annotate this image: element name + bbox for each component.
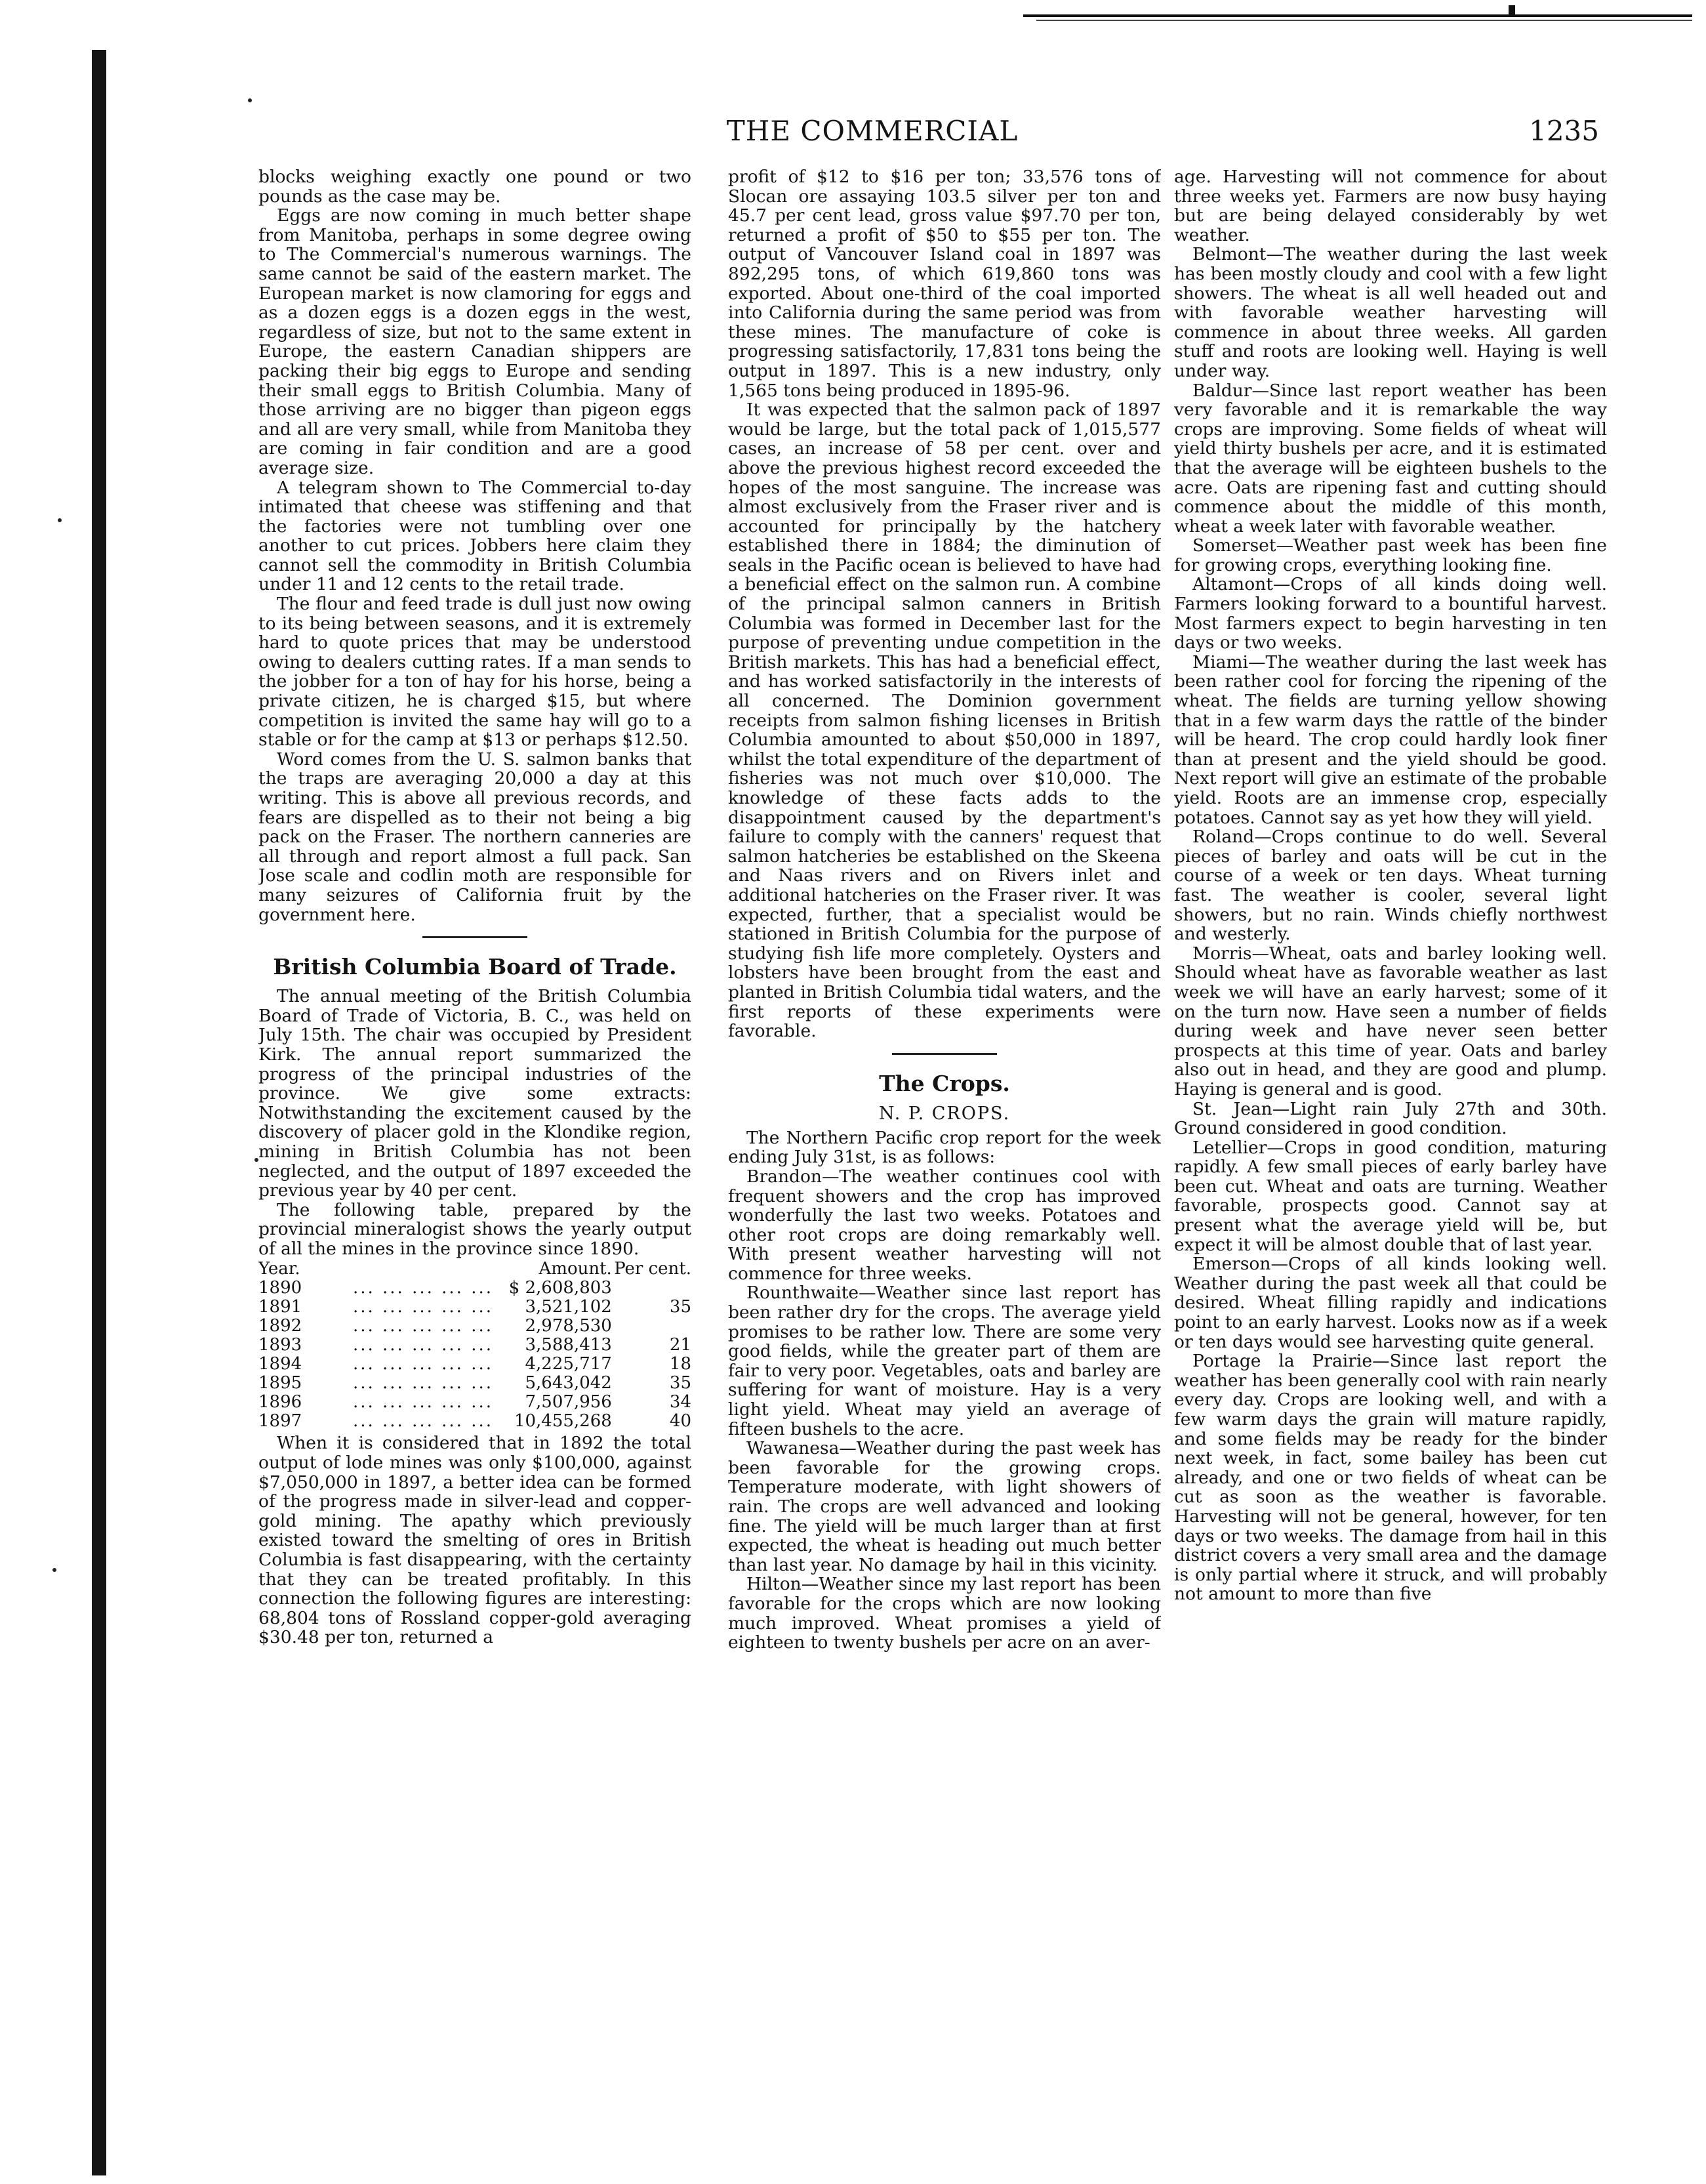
cell-year: 1896 xyxy=(258,1392,302,1412)
speck-mark xyxy=(248,98,252,102)
paragraph-lode-mines: When it is considered that in 1892 the total output of lode mines was only $100,000, against $7,050,000 in 1897, a better idea can be formed of the progress made in silver-lead and copper-gold mining. The apathy which previously existed toward the smelting of ores in British Columbia is fast disappearing, with the certainty that they can be treated profitably. In this connection the following figures are interesting: 68,804 tons of Rossland copper-gold averaging $30.48 per ton, returned a xyxy=(258,1433,691,1648)
cell-amount: 2,978,530 xyxy=(525,1316,612,1336)
paragraph-altamont: Altamont—Crops of all kinds doing well. Farmers looking forward to a bountiful harvest. Most farmers expect to begin harvesting in ten days or two weeks. xyxy=(1174,574,1607,653)
cell-year: 1895 xyxy=(258,1373,302,1393)
cell-amount: 3,521,102 xyxy=(525,1297,612,1317)
cell-percent: 35 xyxy=(669,1297,691,1317)
table-row xyxy=(258,1279,691,1298)
cell-percent: 40 xyxy=(669,1411,691,1432)
paragraph-st-jean: St. Jean—Light rain July 27th and 30th. Ground considered in good condition. xyxy=(1174,1098,1607,1139)
top-corner-mark xyxy=(1509,5,1515,16)
top-border-rule-thin xyxy=(1036,20,1692,21)
cell-percent: 21 xyxy=(669,1335,691,1355)
page-number: 1235 xyxy=(1529,115,1599,147)
cell-year: 1890 xyxy=(258,1278,302,1298)
table-row xyxy=(258,1317,691,1336)
paragraph-annual-meeting: The annual meeting of the British Columbia Board of Trade of Victoria, B. C., was held on July 15th. The chair was occupied by President Kirk. The annual report summarized the progress of the principal industries of the province. We give some extracts: Notwithstanding the excitement caused by the discovery of placer gold in the Klondike region, mining in British Columbia has not been neglected, and the output of 1897 exceeded the previous year by 40 per cent. xyxy=(258,986,691,1201)
cell-year: 1892 xyxy=(258,1316,302,1336)
article-heading-crops: The Crops. xyxy=(879,1070,1010,1096)
subheading-np-crops: N. P. CROPS. xyxy=(878,1103,1011,1124)
table-row xyxy=(258,1412,691,1431)
paragraph-eggs: Eggs are now coming in much better shape from Manitoba, perhaps in some degree owing to The Commercial's numerous warnings. The same cannot be said of the eastern market. The European market is now clamoring for eggs and as a dozen eggs is a dozen eggs in the west, regardless of size, but not to the same extent in Europe, the eastern Canadian shippers are packing their big eggs to Europe and sending their small eggs to British Columbia. Many of those arriving are no bigger than pigeon eggs and all are very small, while from Manitoba they are coming in fair condition and are a good average size. xyxy=(258,205,691,478)
paragraph-miami: Miami—The weather during the last week has been rather cool for forcing the ripening of the wheat. The fields are turning yellow showing that in a few warm days the rattle of the binder will be heard. The crop could hardly look finer than at present and the yield should be good. Next report will give an estimate of the probable yield. Roots are an immense crop, especially potatoes. Cannot say as yet how they will yield. xyxy=(1174,651,1607,828)
cell-amount: 3,588,413 xyxy=(525,1335,612,1355)
paragraph-blocks: blocks weighing exactly one pound or two pounds as the case may be. xyxy=(258,167,691,207)
column-header-spacer xyxy=(353,1260,497,1279)
column-header-amount: Amount. xyxy=(538,1259,612,1279)
table-row xyxy=(258,1298,691,1317)
column-3 xyxy=(1174,167,1607,2168)
paragraph-brandon: Brandon—The weather continues cool with frequent showers and the crop has improved wonderfully the last two weeks. Potatoes and other root crops are doing remarkably well. With present weather harvesting will not commence for three weeks. xyxy=(728,1166,1161,1284)
cell-year: 1891 xyxy=(258,1297,302,1317)
cell-leader-dots: ... ... ... ... ... xyxy=(352,1354,493,1374)
paragraph-somerset: Somerset—Weather past week has been fine for growing crops, everything looking fine. xyxy=(1174,535,1607,575)
column-header-percent: Per cent. xyxy=(614,1259,691,1279)
paragraph-profit-coal: profit of $12 to $16 per ton; 33,576 tons of Slocan ore assaying 103.5 silver per ton and 45.7 per cent lead, gross value $97.70 per ton, returned a profit of $50 to $55 per ton. The output of Vancouver Island coal in 1897 was 892,295 tons, of which 619,860 tons was exported. About one-third of the coal imported into California during the same period was from these mines. The manufacture of coke is progressing satisfactorily, 17,831 tons being the output in 1897. This is a new industry, only 1,565 tons being produced in 1895-96. xyxy=(728,167,1161,401)
cell-leader-dots: ... ... ... ... ... xyxy=(352,1392,493,1412)
paragraph-emerson: Emerson—Crops of all kinds looking well. Weather during the past week all that could be desired. Wheat filling rapidly and indications point to an early harvest. Looks now as if a week or ten days would see harvesting quite general. xyxy=(1174,1254,1607,1352)
cell-amount: 10,455,268 xyxy=(514,1411,612,1432)
paragraph-salmon-banks: Word comes from the U. S. salmon banks that the traps are averaging 20,000 a day at this writing. This is above all previous records, and fears are dispelled as to their not being a big pack on the Fraser. The northern canneries are all through and report almost a full pack. San Jose scale and codlin moth are responsible for many seizures of California fruit by the government here. xyxy=(258,749,691,925)
paragraph-hilton: Hilton—Weather since my last report has been favorable for the crops which are now looking much improved. Wheat promises a yield of eighteen to twenty bushels per acre on an aver- xyxy=(728,1574,1161,1653)
cell-percent: 18 xyxy=(669,1354,691,1374)
cell-year: 1894 xyxy=(258,1354,302,1374)
mine-output-table xyxy=(258,1260,691,1431)
paragraph-rounthwaite: Rounthwaite—Weather since last report has been rather dry for the crops. The average yield promises to be rather low. There are some very good fields, while the greater part of them are fair to very poor. Vegetables, oats and barley are suffering for want of moisture. Hay is a very light yield. Wheat may yield an average of fifteen bushels to the acre. xyxy=(728,1283,1161,1439)
paragraph-morris: Morris—Wheat, oats and barley looking well. Should wheat have as favorable weather as last week we will have an early harvest; some of it on the turn now. Have seen a number of fields during week and have never seen better prospects at this time of year. Oats and barley also out in head, and they are good and plump. Haying is general and is good. xyxy=(1174,943,1607,1100)
article-heading-board-of-trade: British Columbia Board of Trade. xyxy=(273,954,677,980)
paragraph-report-intro: The Northern Pacific crop report for the week ending July 31st, is as follows: xyxy=(728,1127,1161,1168)
speck-mark xyxy=(58,518,62,522)
paragraph-letellier: Letellier—Crops in good condition, maturing rapidly. A few small pieces of early barley have been cut. Wheat and oats are turning. Weather favorable, prospects good. Cannot say at present what the average yield will be, but expect it will be almost double that of last year. xyxy=(1174,1137,1607,1255)
cell-leader-dots: ... ... ... ... ... xyxy=(352,1335,493,1355)
cell-amount: 7,507,956 xyxy=(525,1392,612,1412)
paragraph-salmon-pack: It was expected that the salmon pack of 1897 would be large, but the total pack of 1,015,577 cases, an increase of 58 per cent. over and above the previous highest record exceeded the hopes of the most sanguine. The increase was almost exclusively from the Fraser river and is accounted for principally by the hatchery established there in 1884; the diminution of seals in the Pacific ocean is believed to have had a beneficial effect on the salmon run. A combine of the principal salmon canners in British Columbia was formed in December last for the purpose of preventing undue competition in the British markets. This has had a beneficial effect, and has worked satisfactorily in the interests of all concerned. The Dominion government receipts from salmon fishing licenses in British Columbia amounted to about $50,000 in 1897, whilst the total expenditure of the department of fisheries was not much over $10,000. The knowledge of these facts adds to the disappointment caused by the department's failure to comply with the canners' request that salmon hatcheries be established on the Skeena and Naas rivers and on Rivers inlet and additional hatcheries on the Fraser river. It was expected, further, that a specialist would be stationed in British Columbia for the purpose of studying fish life more completely. Oysters and lobsters have been brought from the east and planted in British Columbia tidal waters, and the first reports of these experiments were favorable. xyxy=(728,400,1161,1042)
speck-mark xyxy=(52,1568,56,1572)
paragraph-roland: Roland—Crops continue to do well. Several pieces of barley and oats will be cut in the course of a week or ten days. Wheat turning fast. The weather is cooler, several light showers, but no rain. Winds chiefly northwest and westerly. xyxy=(1174,827,1607,945)
binding-edge-bar xyxy=(92,50,106,2175)
cell-amount: $ 2,608,803 xyxy=(508,1278,612,1298)
paragraph-belmont: Belmont—The weather during the last week has been mostly cloudy and cool with a few light showers. The wheat is all well headed out and with favorable weather harvesting will commence in about three weeks. All garden stuff and roots are looking well. Haying is well under way. xyxy=(1174,244,1607,381)
table-row xyxy=(258,1355,691,1374)
paragraph-flour-feed: The flour and feed trade is dull just now owing to its being between seasons, and it is extremely hard to quote prices that may be understood owing to dealers cutting rates. If a man sends to the jobber for a ton of hay for his horse, being a private citizen, he is charged $15, but where competition is invited the same hay will go to a stable or for the camp at $13 or perhaps $12.50. xyxy=(258,594,691,751)
cell-leader-dots: ... ... ... ... ... xyxy=(352,1278,493,1298)
cell-year: 1893 xyxy=(258,1335,302,1355)
section-divider xyxy=(892,1053,997,1055)
section-divider xyxy=(422,936,527,938)
cell-percent: 34 xyxy=(669,1392,691,1412)
paragraph-baldur: Baldur—Since last report weather has been very favorable and it is remarkable the way crops are improving. Some fields of wheat will yield thirty bushels per acre, and it is estimated that the average will be eighteen bushels to the acre. Oats are ripening fast and cutting should commence about the middle of this month, wheat a week later with favorable weather. xyxy=(1174,380,1607,537)
paragraph-portage: Portage la Prairie—Since last report the weather has been generally cool with rain nearly every day. Crops are looking well, and with a few warm days the grain will mature rapidly, and some fields may be ready for the binder next week, in fact, some bailey has been cut already, and one or two fields of wheat can be cut as soon as the weather is favorable. Harvesting will not be general, however, for ten days or two weeks. The damage from hail in this district covers a very small area and the damage is only partial where it struck, and will probably not amount to more than five xyxy=(1174,1351,1607,1605)
cell-amount: 5,643,042 xyxy=(525,1373,612,1393)
paragraph-cheese: A telegram shown to The Commercial to-day intimated that cheese was stiffening and that the factories were not tumbling over one another to cut prices. Jobbers here claim they cannot sell the commodity in British Columbia under 11 and 12 cents to the retail trade. xyxy=(258,477,691,595)
cell-leader-dots: ... ... ... ... ... xyxy=(352,1373,493,1393)
top-border-rule xyxy=(1023,14,1692,17)
paragraph-table-intro: The following table, prepared by the provincial mineralogist shows the yearly output of all the mines in the province since 1890. xyxy=(258,1199,691,1259)
cell-amount: 4,225,717 xyxy=(525,1354,612,1374)
paragraph-wawanesa: Wawanesa—Weather during the past week has been favorable for the growing crops. Temperature moderate, with light showers of rain. The crops are well advanced and looking fine. The yield will be much larger than at first expected, the wheat is heading out much better than last year. No damage by hail in this vicinity. xyxy=(728,1438,1161,1575)
paragraph-hilton-cont: age. Harvesting will not commence for about three weeks yet. Farmers are now busy haying but are being delayed considerably by wet weather. xyxy=(1174,167,1607,245)
cell-year: 1897 xyxy=(258,1411,302,1432)
column-2 xyxy=(728,167,1161,2168)
table-row xyxy=(258,1374,691,1393)
cell-percent xyxy=(612,1279,691,1298)
cell-percent xyxy=(612,1317,691,1336)
cell-leader-dots: ... ... ... ... ... xyxy=(352,1316,493,1336)
column-header-year: Year. xyxy=(258,1259,300,1279)
table-header-row xyxy=(258,1260,691,1279)
table-row xyxy=(258,1393,691,1412)
cell-leader-dots: ... ... ... ... ... xyxy=(352,1411,493,1432)
cell-leader-dots: ... ... ... ... ... xyxy=(352,1297,493,1317)
column-1 xyxy=(258,167,691,2168)
cell-percent: 35 xyxy=(669,1373,691,1393)
running-header-title: THE COMMERCIAL xyxy=(726,115,1019,147)
table-row xyxy=(258,1336,691,1355)
